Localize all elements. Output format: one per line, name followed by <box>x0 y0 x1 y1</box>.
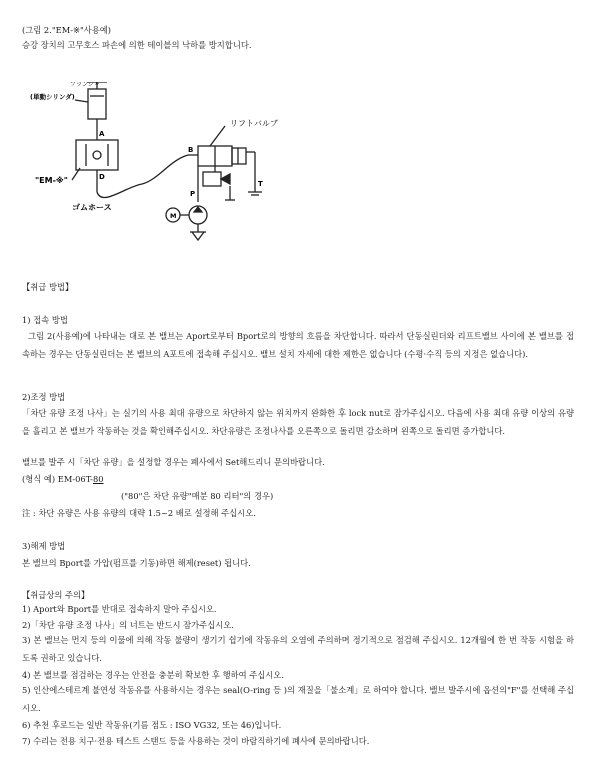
motor-label: M <box>170 212 177 220</box>
section-heading-cautions: 【취급상의 주의】 <box>22 590 90 600</box>
subheading-release: 3)해제 방법 <box>22 541 66 551</box>
lift-valve-label: リフトバルブ <box>230 119 278 128</box>
hydraulic-circuit-diagram <box>30 82 295 252</box>
rubber-hose-line <box>97 155 188 198</box>
paragraph-release: 본 밸브의 Bport를 가압(펌프를 기동)하면 해제(reset) 됩니다. <box>22 558 251 568</box>
intro-text: 승강 장치의 고무호스 파손에 의한 테이블의 낙하를 방지합니다. <box>22 40 252 50</box>
model-example <box>22 474 104 485</box>
port-d-label: D <box>99 173 105 181</box>
model-example-code: 80 <box>92 474 104 484</box>
port-b-label: B <box>188 146 194 154</box>
caution-item-2: 2)「차단 유량 조정 나사」의 너트는 반드시 잠가주십시오. <box>22 620 234 630</box>
paragraph-order-setting: 밸브를 발주 시「차단 유량」을 설정할 경우는 폐사에서 Set해드리니 문의바랍니다. <box>22 457 325 467</box>
caution-item-5: 5) 인산에스테르계 불연성 작동유를 사용하시는 경우는 seal(O-ring 등 )의 재질을「불소계」로 하여야 합니다. 밸브 발주시에 옵션의"F"를 선택해 주십시오. <box>22 685 574 713</box>
paragraph-connection: 그림 2(사용예)에 나타내는 대로 본 밸브는 Aport로부터 Bport로의 방향의 흐름을 차단합니다. 따라서 단동실린더와 리프트밸브 사이에 본 밸브를 접속하는 경우는 단동실린더는 본 밸브의 A포트에 접속해 주십시오. 밸브 설치 자세에 대한 제한은 없습니다 (수평·수직 등의 지정은 없습니다). <box>22 331 574 359</box>
paragraph-adjustment: 「차단 유량 조정 나사」는 실기의 사용 최대 유량으로 차단하지 않는 위치까지 완화한 후 lock nut로 잠가주십시오. 다음에 사용 최대 유량 이상의 유량을 흘리고 본 밸브가 작동하는 것을 확인해주십시오. 차단유량은 조정나사를 오른쪽으로 돌리면 감소하며 왼쪽으로 돌리면 증가합니다. <box>22 408 574 436</box>
port-a-label: A <box>99 130 105 138</box>
cylinder-label: (単動シリンダ) <box>30 93 75 101</box>
port-p-label: P <box>190 190 196 198</box>
rubber-hose-label: ゴムホース <box>72 203 112 212</box>
subheading-adjustment: 2)조정 방법 <box>22 392 66 402</box>
port-t-label: T <box>258 180 263 188</box>
figure-caption: (그림 2."EM-※"사용예) <box>22 25 112 35</box>
model-example-prefix: (형식 예) EM-06T- <box>22 474 93 484</box>
subheading-connection: 1) 접속 방법 <box>22 315 68 325</box>
section-heading-usage: 【취급 방법】 <box>22 282 74 292</box>
caution-item-7: 7) 수리는 전용 치구·전용 테스트 스탠드 등을 사용하는 것이 바람직하기에 폐사에 문의바랍니다. <box>22 736 370 746</box>
caution-item-4: 4) 본 밸브를 점검하는 경우는 안전을 충분히 확보한 후 행하여 주십시오. <box>22 670 284 680</box>
plunger-label: プランジャ <box>70 82 100 88</box>
caution-item-6: 6) 추천 후로드는 일반 작동유(기름 점도 : ISO VG32, 또는 46)입니다. <box>22 720 282 730</box>
cylinder-body <box>88 89 106 119</box>
flow-setting-note: 注 : 차단 유량은 사용 유량의 대략 1.5~2 배로 설정해 주십시오. <box>22 508 256 518</box>
caution-item-3: 3) 본 밸브는 먼지 등의 이물에 의해 작동 불량이 생기기 쉽기에 작동유의 오염에 주의하며 정기적으로 점검해 주십시오. 12개월에 한 번 작동 시험을 하도록 권하고 있습니다. <box>22 635 574 663</box>
model-example-note: ("80"은 차단 유량"매분 80 리터"의 경우) <box>121 491 274 501</box>
em-valve-body <box>76 140 118 170</box>
em-label: "EM-※" <box>35 176 68 185</box>
caution-item-1: 1) Aport와 Bport를 반대로 접속하지 말아 주십시오. <box>22 604 217 614</box>
